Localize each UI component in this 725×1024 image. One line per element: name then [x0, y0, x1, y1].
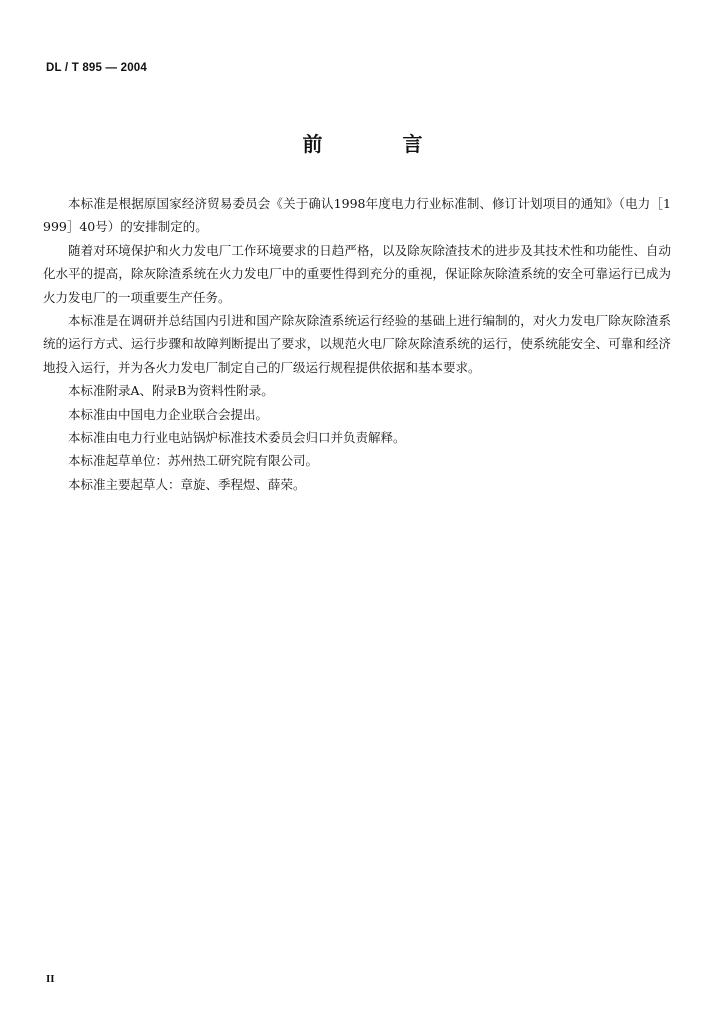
paragraph-drafting-unit: 本标准起草单位：苏州热工研究院有限公司。	[68, 453, 319, 469]
paragraph-proposer: 本标准由中国电力企业联合会提出。	[68, 406, 269, 422]
page-number: II	[46, 973, 55, 985]
paragraph-scope: 本标准是在调研并总结国内引进和国产除灰除渣系统运行经验的基础上进行编制的，对火力发电厂除灰除渣系统的运行方式、运行步骤和故障判断提出了要求，以规范火电厂除灰除渣系统的运行，使系统能安全、可靠和经济地投入运行，并为各火力发电厂制定自己的厂级运行规程提供依据和基本要求。	[43, 313, 671, 375]
paragraph-appendix: 本标准附录A、附录B为资料性附录。	[68, 383, 274, 399]
paragraph-background: 随着对环境保护和火力发电厂工作环境要求的日趋严格，以及除灰除渣技术的进步及其技术性和功能性、自动化水平的提高，除灰除渣系统在火力发电厂中的重要性得到充分的重视，保证除灰除渣系统的安全可靠运行已成为火力发电厂的一项重要生产任务。	[43, 242, 671, 305]
foreword-body	[43, 192, 671, 496]
paragraph-basis: 本标准是根据原国家经济贸易委员会《关于确认1998年度电力行业标准制、修订计划项目的通知》（电力［1999］40号）的安排制定的。	[43, 196, 671, 235]
standard-code: DL / T 895 — 2004	[46, 62, 147, 74]
paragraph-drafters: 本标准主要起草人：章旋、季程煜、薛荣。	[68, 476, 306, 492]
page-title: 前 言	[302, 132, 453, 156]
paragraph-responsible: 本标准由电力行业电站锅炉标准技术委员会归口并负责解释。	[68, 430, 406, 446]
